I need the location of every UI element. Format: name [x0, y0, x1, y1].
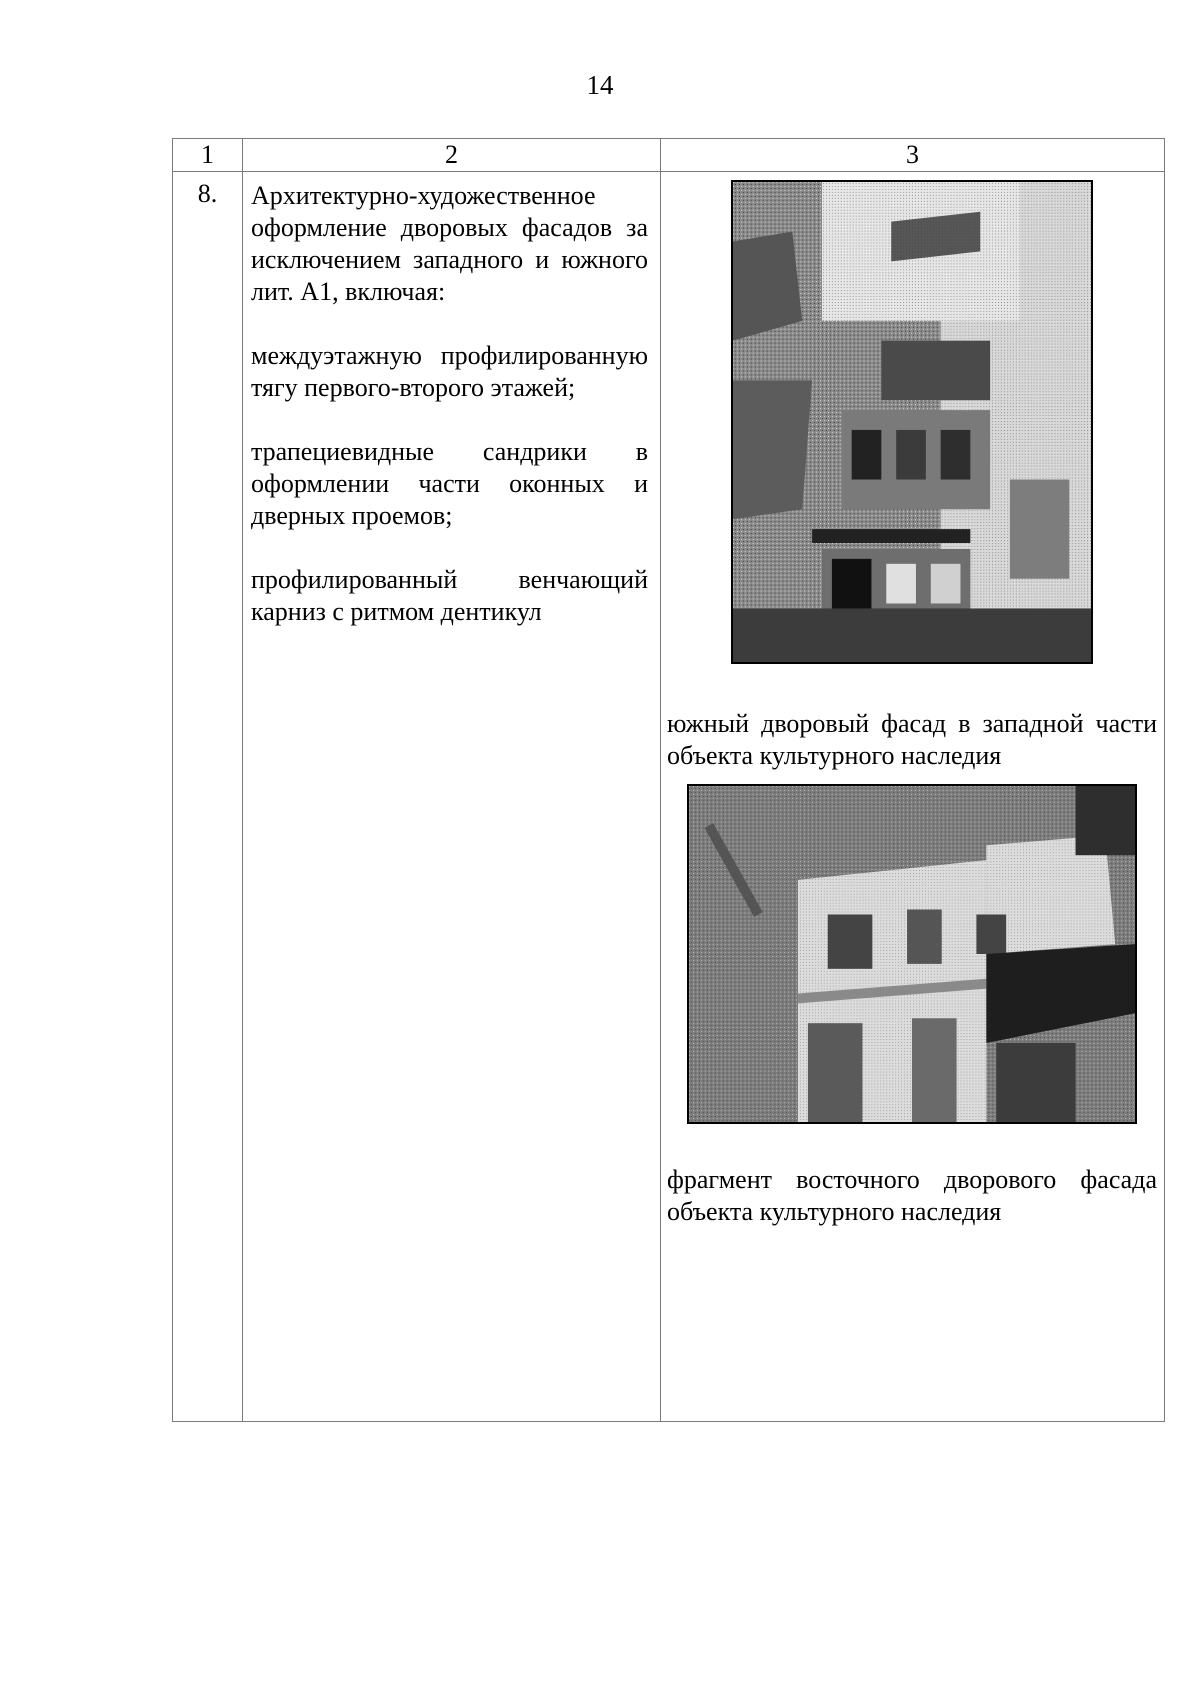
page-number: 14	[586, 70, 614, 100]
description-item: профилированный венчающий карниз с ритмом дентикул	[251, 565, 648, 626]
description-cell	[243, 172, 661, 1422]
description-item: междуэтажную профилированную тягу первого-второго этажей;	[251, 341, 648, 402]
header-col-2: 2	[243, 139, 661, 172]
header-col-3: 3	[661, 139, 1165, 172]
photo-caption: южный дворовый фасад в западной части объекта культурного наследия	[667, 709, 1157, 770]
south-courtyard-facade-photo	[731, 180, 1093, 664]
monument-elements-table	[172, 138, 1165, 1422]
header-col-1: 1	[173, 139, 243, 172]
photo-caption: фрагмент восточного дворового фасада объекта культурного наследия	[667, 1165, 1157, 1226]
table-row	[173, 172, 1165, 1422]
table-header-row	[173, 139, 1165, 172]
description-item: трапециевидные сандрики в оформлении части оконных и дверных проемов;	[251, 437, 648, 530]
photos-cell	[661, 172, 1165, 1422]
description-title: Архитектурно-художественное оформление дворовых фасадов за исключением западного и южного лит. А1, включая:	[251, 181, 648, 306]
east-courtyard-facade-photo	[687, 784, 1137, 1124]
row-number: 8.	[173, 172, 243, 1422]
